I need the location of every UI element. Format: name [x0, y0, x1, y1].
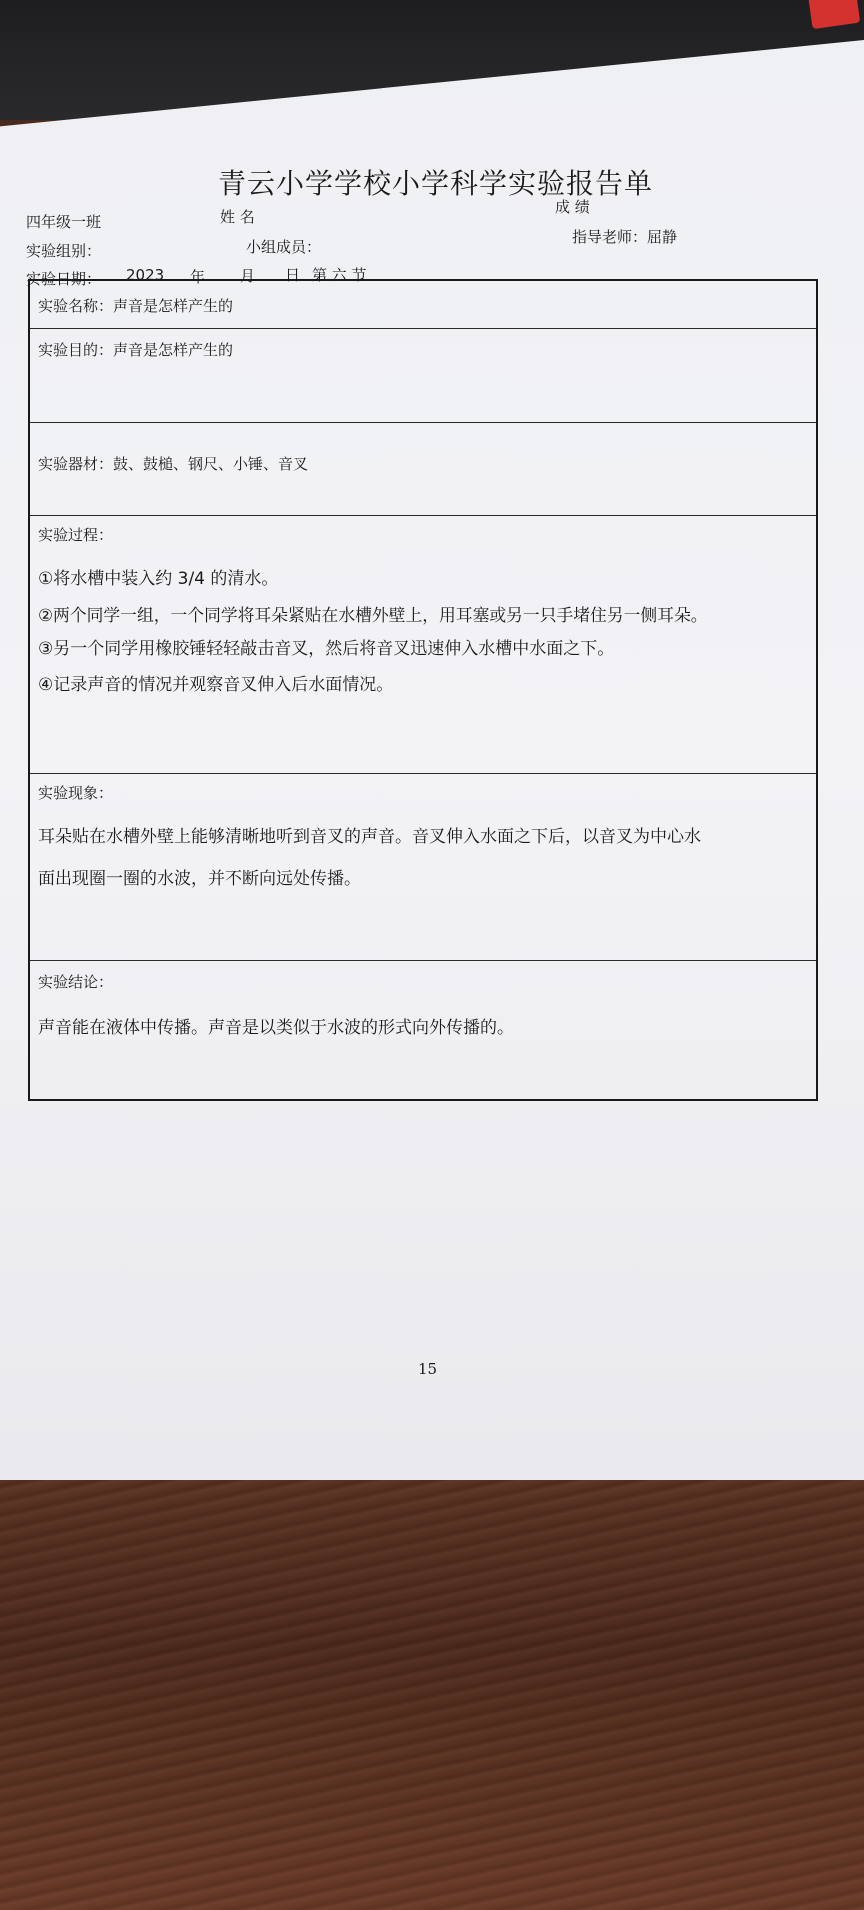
purpose-section-label: 实验目的：	[38, 341, 114, 359]
process-section-label: 实验过程：	[38, 526, 114, 544]
date-year-unit: 年	[190, 268, 206, 286]
report-table	[28, 279, 818, 1101]
members-label: 小组成员：	[246, 238, 322, 256]
wooden-table	[0, 1470, 864, 1910]
teacher-label: 指导老师：屈静	[572, 228, 678, 246]
section-process	[30, 516, 816, 774]
conclusion-line: 声音能在液体中传播。声音是以类似于水波的形式向外传播的。	[38, 1018, 514, 1038]
materials-section-label: 实验器材：	[38, 455, 114, 473]
date-label: 实验日期：	[26, 270, 102, 288]
conclusion-section-label: 实验结论：	[38, 973, 114, 991]
process-step: ④记录声音的情况并观察音叉伸入后水面情况。	[38, 675, 394, 695]
name-section-label: 实验名称：	[38, 297, 114, 315]
section-name	[30, 281, 816, 329]
name-section-value: 声音是怎样产生的	[113, 297, 234, 315]
date-period: 第 六 节	[312, 266, 367, 284]
class-name: 四年级一班	[26, 213, 102, 231]
page-number: 15	[418, 1360, 438, 1378]
name-label: 姓 名	[220, 208, 255, 226]
section-conclusion	[30, 961, 816, 1101]
purpose-section-value: 声音是怎样产生的	[113, 341, 234, 359]
phenomenon-line: 耳朵贴在水槽外壁上能够清晰地听到音叉的声音。音叉伸入水面之下后，以音叉为中心水	[38, 827, 701, 847]
process-step: ③另一个同学用橡胶锤轻轻敲击音叉，然后将音叉迅速伸入水槽中水面之下。	[38, 639, 615, 659]
phenomenon-line: 面出现圈一圈的水波，并不断向远处传播。	[38, 869, 361, 889]
section-purpose	[30, 329, 816, 423]
date-day-unit: 日	[285, 266, 301, 284]
process-step: ①将水槽中装入约 3/4 的清水。	[38, 569, 279, 589]
date-year: 2023	[126, 266, 165, 284]
score-label: 成 绩	[555, 198, 590, 216]
group-label: 实验组别：	[26, 242, 102, 260]
date-month-unit: 月	[240, 267, 256, 285]
report-title: 青云小学学校小学科学实验报告单	[218, 167, 654, 200]
process-step: ②两个同学一组，一个同学将耳朵紧贴在水槽外壁上，用耳塞或另一只手堵住另一侧耳朵。	[38, 605, 708, 625]
phenomenon-section-label: 实验现象：	[38, 784, 114, 802]
section-materials	[30, 423, 816, 516]
section-phenomenon	[30, 774, 816, 961]
materials-section-value: 鼓、鼓槌、钢尺、小锤、音叉	[113, 455, 309, 473]
